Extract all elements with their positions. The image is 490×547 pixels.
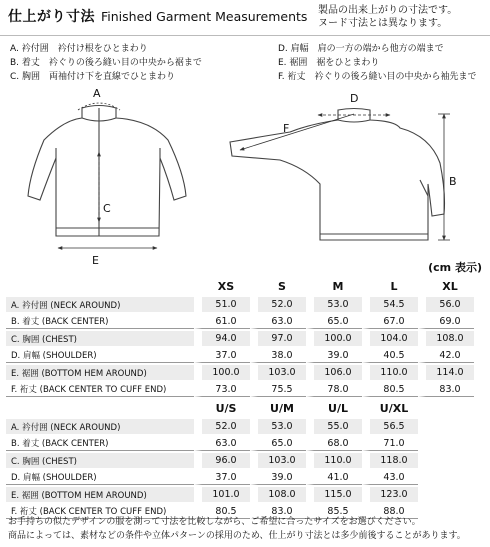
front-measure-lines [58, 103, 157, 248]
table-row [6, 382, 474, 397]
definition-c: C. 胸囲 両袖付け下を直線でひとまわり [10, 72, 176, 82]
header-blank [6, 278, 194, 295]
header-note-line: 製品の出来上がりの寸法です。 [318, 5, 458, 16]
cell-value: 108.0 [250, 487, 306, 502]
cell-value: 78.0 [306, 382, 362, 397]
table-row [6, 331, 474, 346]
cell-value: 110.0 [306, 453, 362, 468]
footer-line: お手持ちの似たデザインの服を測って寸法を比較しながら、ご希望に合ったサイズをお選びください。 [8, 517, 421, 527]
cell-value: 75.5 [250, 382, 306, 397]
row-label: B. 着丈 (BACK CENTER) [6, 314, 194, 329]
size-table-unisex [6, 398, 418, 521]
cell-value: 104.0 [362, 331, 418, 346]
cell-value: 51.0 [194, 297, 250, 312]
cell-value: 100.0 [194, 365, 250, 380]
cell-value: 106.0 [306, 365, 362, 380]
table-row [6, 314, 474, 329]
definitions-right [278, 42, 476, 84]
cell-value: 100.0 [306, 331, 362, 346]
header-note-line: ヌード寸法とは異なります。 [318, 18, 448, 29]
cell-value: 101.0 [194, 487, 250, 502]
cell-value: 53.0 [250, 419, 306, 434]
cell-value: 63.0 [250, 314, 306, 329]
cell-value: 54.5 [362, 297, 418, 312]
row-label: A. 衿付囲 (NECK AROUND) [6, 419, 194, 434]
cell-value: 43.0 [362, 470, 418, 485]
cell-value: 114.0 [418, 365, 474, 380]
table-row [6, 436, 418, 451]
cell-value: 71.0 [362, 436, 418, 451]
cell-value: 83.0 [418, 382, 474, 397]
row-label: F. 裄丈 (BACK CENTER TO CUFF END) [6, 382, 194, 397]
cell-value: 38.0 [250, 348, 306, 363]
cell-value: 73.0 [194, 382, 250, 397]
cell-value: 115.0 [306, 487, 362, 502]
size-header: S [278, 280, 286, 293]
cell-value: 108.0 [418, 331, 474, 346]
cell-value: 103.0 [250, 453, 306, 468]
size-table-standard [6, 276, 474, 399]
row-label: C. 胸囲 (CHEST) [6, 453, 194, 468]
cell-value: 37.0 [194, 348, 250, 363]
cell-value: 80.5 [362, 382, 418, 397]
title-jp: 仕上がり寸法 [8, 9, 95, 25]
cell-value: 123.0 [362, 487, 418, 502]
cell-value: 41.0 [306, 470, 362, 485]
page-title [8, 6, 307, 26]
cell-value: 65.0 [306, 314, 362, 329]
unit-label: (cm 表示) [428, 261, 482, 274]
size-header-row [6, 400, 418, 417]
front-jacket [28, 106, 186, 237]
cell-value: 118.0 [362, 453, 418, 468]
cell-value: 83.0 [250, 504, 306, 519]
table-row [6, 453, 418, 468]
size-header: XL [442, 280, 458, 293]
cell-value: 65.0 [250, 436, 306, 451]
cell-value: 67.0 [362, 314, 418, 329]
cell-value: 39.0 [250, 470, 306, 485]
cell-value: 110.0 [362, 365, 418, 380]
definitions-left [10, 42, 202, 84]
size-header: U/S [215, 402, 237, 415]
header-blank [6, 400, 194, 417]
cell-value: 37.0 [194, 470, 250, 485]
cell-value: 94.0 [194, 331, 250, 346]
cell-value: 56.0 [418, 297, 474, 312]
cell-value: 53.0 [306, 297, 362, 312]
table-row [6, 348, 474, 363]
cell-value: 52.0 [250, 297, 306, 312]
cell-value: 55.0 [306, 419, 362, 434]
size-header-row [6, 278, 474, 295]
row-label: F. 裄丈 (BACK CENTER TO CUFF END) [6, 504, 194, 519]
cell-value: 39.0 [306, 348, 362, 363]
row-label: C. 胸囲 (CHEST) [6, 331, 194, 346]
row-label: E. 裾囲 (BOTTOM HEM AROUND) [6, 365, 194, 380]
row-label: D. 肩幅 (SHOULDER) [6, 348, 194, 363]
cell-value: 97.0 [250, 331, 306, 346]
back-jacket [230, 109, 445, 241]
cell-value: 96.0 [194, 453, 250, 468]
table-row [6, 297, 474, 312]
footer-notes [8, 515, 466, 543]
label-f: F [283, 122, 290, 135]
cell-value: 68.0 [306, 436, 362, 451]
cell-value: 69.0 [418, 314, 474, 329]
row-label: E. 裾囲 (BOTTOM HEM AROUND) [6, 487, 194, 502]
definition-f: F. 裄丈 衿ぐりの後ろ縫い目の中央から袖先まで [278, 72, 477, 82]
table-row [6, 487, 418, 502]
garment-diagram [0, 88, 490, 268]
label-d: D [350, 92, 359, 105]
cell-value: 61.0 [194, 314, 250, 329]
table-row [6, 365, 474, 380]
cell-value: 42.0 [418, 348, 474, 363]
header-note [318, 4, 457, 30]
size-header: L [390, 280, 398, 293]
cell-value: 103.0 [250, 365, 306, 380]
row-label: B. 着丈 (BACK CENTER) [6, 436, 194, 451]
size-header: M [332, 280, 344, 293]
cell-value: 52.0 [194, 419, 250, 434]
size-header: U/M [270, 402, 294, 415]
cell-value: 80.5 [194, 504, 250, 519]
label-a: A [93, 88, 101, 100]
size-header: U/L [328, 402, 348, 415]
definition-b: B. 着丈 衿ぐりの後ろ縫い目の中央から裾まで [10, 58, 202, 68]
cell-value: 88.0 [362, 504, 418, 519]
title-en: Finished Garment Measurements [101, 9, 308, 24]
cell-value: 56.5 [362, 419, 418, 434]
cell-value: 40.5 [362, 348, 418, 363]
row-label: D. 肩幅 (SHOULDER) [6, 470, 194, 485]
size-header: XS [217, 280, 235, 293]
label-e: E [92, 254, 99, 267]
cell-value: 85.5 [306, 504, 362, 519]
definition-e: E. 裾囲 裾をひとまわり [278, 58, 380, 68]
row-label: A. 衿付囲 (NECK AROUND) [6, 297, 194, 312]
table-row [6, 470, 418, 485]
page-header [0, 0, 490, 36]
table-row [6, 419, 418, 434]
label-b: B [449, 175, 457, 188]
back-measure-lines [240, 114, 450, 240]
definition-a: A. 衿付囲 衿付け根をひとまわり [10, 44, 148, 54]
cell-value: 63.0 [194, 436, 250, 451]
size-header: U/XL [379, 402, 409, 415]
footer-line: 商品によっては、素材などの条件や立体パターンの採用のため、仕上がり寸法とは多少前後することがあります。 [8, 531, 466, 541]
label-c: C [103, 202, 111, 215]
definition-d: D. 肩幅 肩の一方の端から他方の端まで [278, 44, 444, 54]
